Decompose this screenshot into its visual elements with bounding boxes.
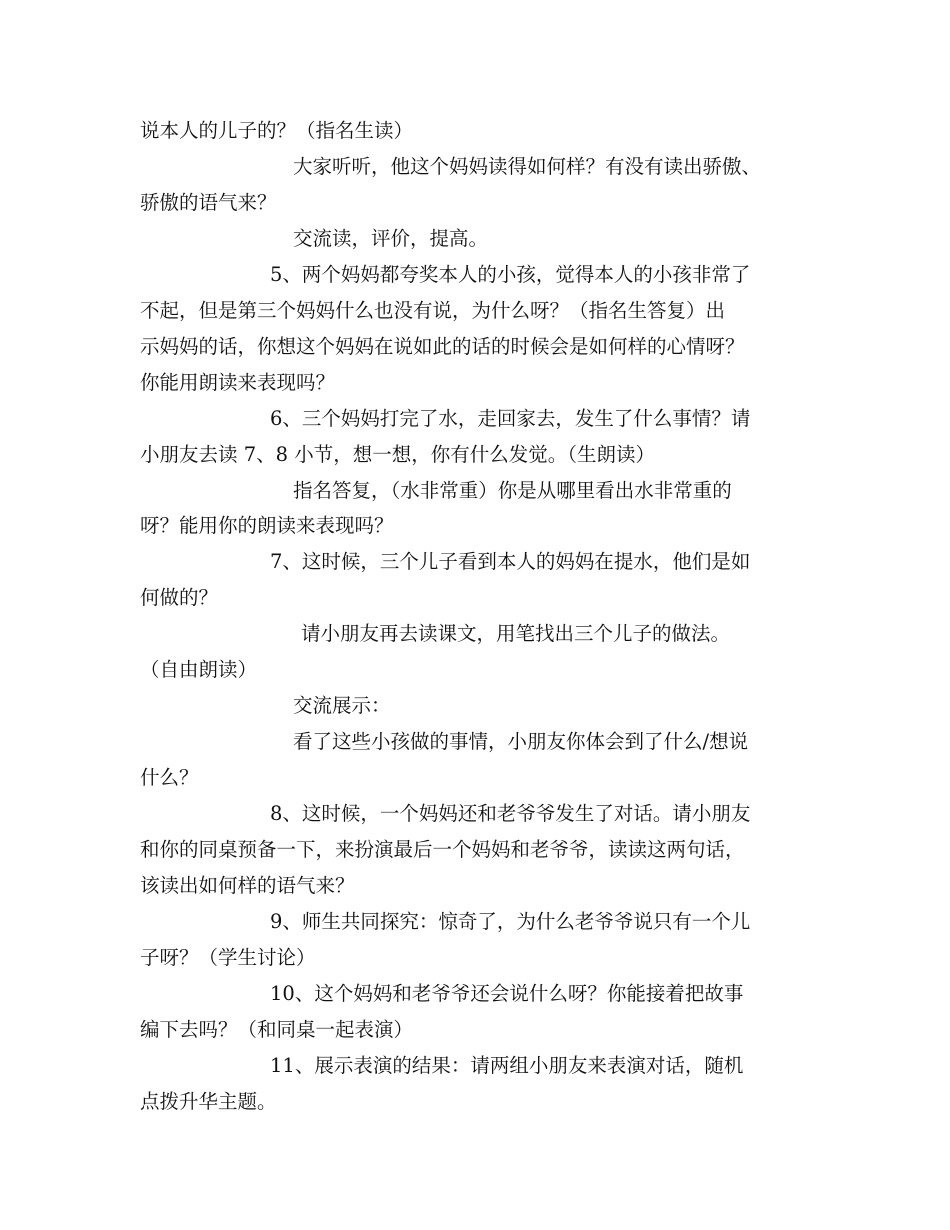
text-line: 何做的？ (140, 586, 219, 609)
text-line: 示妈妈的话，你想这个妈妈在说如此的话的时候会是如何样的心情呀？ (140, 335, 745, 358)
text-line: 说本人的儿子的？（指名生读） (140, 119, 414, 142)
text-line: 指名答复，（水非常重）你是从哪里看出水非常重的 (293, 479, 732, 502)
text-line: 不起，但是第三个妈妈什么也没有说，为什么呀？（指名生答复）出 (140, 299, 726, 322)
text-line: 子呀？（学生讨论） (140, 946, 316, 969)
text-line: 点拨升华主题。 (140, 1090, 277, 1113)
text-line: 5、两个妈妈都夸奖本人的小孩，觉得本人的小孩非常了 (270, 263, 751, 286)
text-line: 6、三个妈妈打完了水，走回家去，发生了什么事情？请 (270, 407, 751, 430)
text-line: 该读出如何样的语气来？ (140, 874, 355, 897)
text-line: 小朋友去读 7、8 小节，想一想，你有什么发觉。（生朗读） (140, 443, 655, 466)
text-line: 你能用朗读来表现吗？ (140, 371, 336, 394)
text-line: 编下去吗？（和同桌一起表演） (140, 1018, 414, 1041)
text-line: 8、这时候，一个妈妈还和老爷爷发生了对话。请小朋友 (270, 802, 751, 825)
text-line: 呀？能用你的朗读来表现吗？ (140, 514, 394, 537)
text-line: 看了这些小孩做的事情，小朋友你体会到了什么/想说 (293, 730, 749, 753)
text-line: 骄傲的语气来？ (140, 191, 277, 214)
text-line: 交流展示： (293, 694, 391, 717)
text-line: 9、师生共同探究：惊奇了，为什么老爷爷说只有一个儿 (270, 910, 751, 933)
text-line: 请小朋友再去读课文，用笔找出三个儿子的做法。 (301, 622, 731, 645)
text-line: 大家听听，他这个妈妈读得如何样？有没有读出骄傲、 (293, 155, 762, 178)
text-line: 交流读，评价，提高。 (293, 227, 489, 250)
text-line: 11、展示表演的结果：请两组小朋友来表演对话，随机 (270, 1054, 744, 1077)
text-line: 10、这个妈妈和老爷爷还会说什么呀？你能接着把故事 (270, 982, 744, 1005)
text-line: 7、这时候，三个儿子看到本人的妈妈在提水，他们是如 (270, 550, 751, 573)
text-line: （自由朗读） (140, 658, 258, 681)
text-line: 什么？ (140, 766, 199, 789)
text-line: 和你的同桌预备一下，来扮演最后一个妈妈和老爷爷，读读这两句话， (140, 838, 745, 861)
